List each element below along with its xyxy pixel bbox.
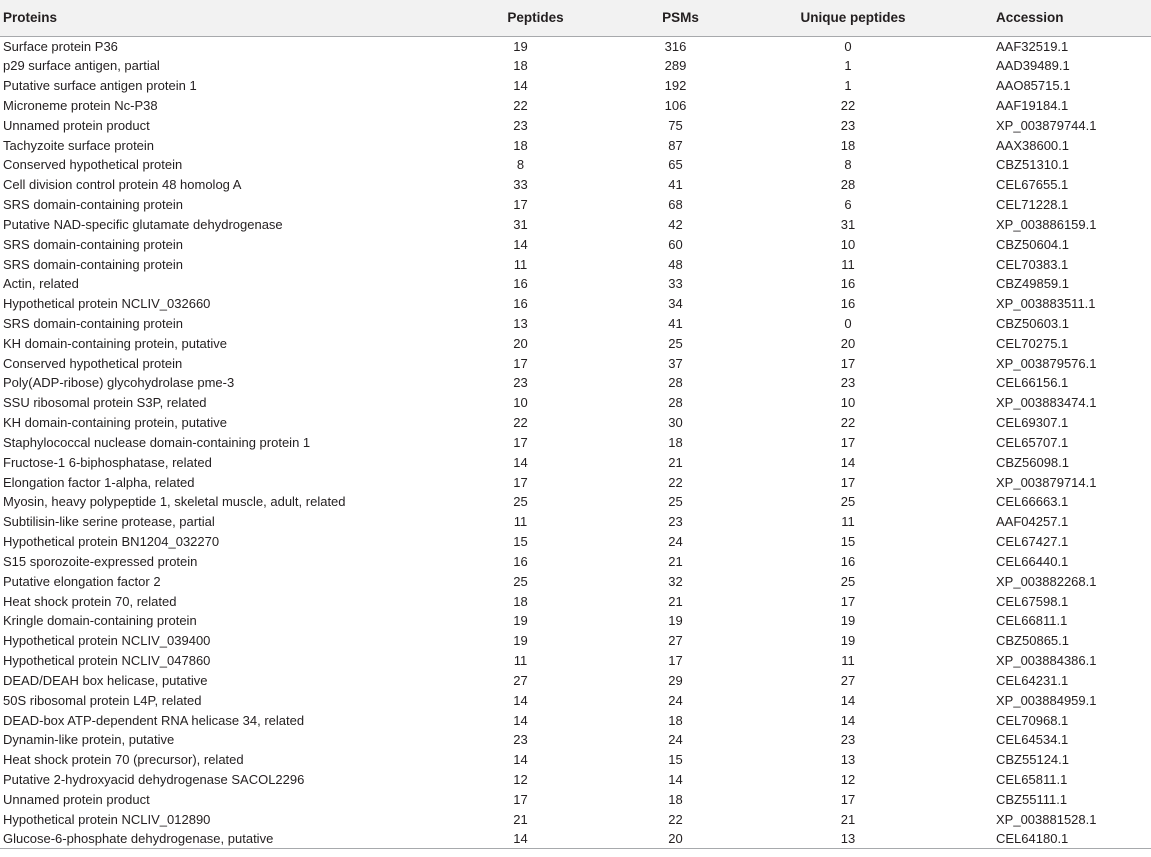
cell-psms: 42	[668, 216, 683, 232]
cell-accession: CEL64534.1	[996, 732, 1069, 748]
cell-accession: XP_003886159.1	[996, 216, 1097, 232]
cell-unique-peptides: 1	[844, 58, 852, 74]
cell-protein-name: Actin, related	[3, 276, 79, 292]
cell-unique-peptides: 19	[840, 613, 856, 629]
table-row	[0, 393, 1151, 413]
cell-peptides: 25	[513, 573, 528, 589]
table-row	[0, 274, 1151, 294]
cell-accession: CBZ50865.1	[996, 633, 1069, 649]
cell-unique-peptides: 21	[840, 811, 856, 827]
header-unique-peptides: Unique peptides	[743, 0, 953, 36]
cell-psms: 19	[668, 613, 683, 629]
cell-unique-peptides: 12	[840, 772, 856, 788]
cell-psms: 68	[668, 197, 683, 213]
table-row	[0, 234, 1151, 254]
cell-accession: AAF04257.1	[996, 514, 1069, 530]
cell-protein-name: Putative elongation factor 2	[3, 573, 161, 589]
cell-accession: XP_003884386.1	[996, 653, 1097, 669]
cell-protein-name: DEAD-box ATP-dependent RNA helicase 34, related	[3, 712, 305, 728]
header-accession: Accession	[953, 0, 1151, 36]
cell-peptides: 17	[513, 197, 528, 213]
cell-protein-name: Tachyzoite surface protein	[3, 137, 155, 153]
cell-psms: 28	[668, 375, 683, 391]
table-row	[0, 829, 1151, 849]
cell-unique-peptides: 27	[840, 672, 856, 688]
cell-psms: 24	[668, 534, 683, 550]
cell-peptides: 21	[513, 811, 528, 827]
cell-peptides: 22	[513, 415, 528, 431]
cell-peptides: 19	[513, 633, 528, 649]
cell-accession: CEL67655.1	[996, 177, 1069, 193]
cell-protein-name: Heat shock protein 70, related	[3, 593, 177, 609]
cell-psms: 21	[668, 454, 683, 470]
table-row	[0, 175, 1151, 195]
cell-accession: XP_003879714.1	[996, 474, 1097, 490]
table-row	[0, 631, 1151, 651]
table-row	[0, 76, 1151, 96]
cell-unique-peptides: 16	[840, 553, 856, 569]
table-row	[0, 36, 1151, 56]
cell-protein-name: SRS domain-containing protein	[3, 236, 183, 252]
cell-peptides: 18	[513, 137, 528, 153]
cell-peptides: 8	[516, 157, 525, 173]
cell-protein-name: Glucose-6-phosphate dehydrogenase, putative	[0, 829, 433, 849]
cell-accession: CEL65811.1	[996, 772, 1068, 788]
cell-peptides: 14	[513, 692, 528, 708]
cell-psms: 17	[668, 653, 683, 669]
cell-psms: 22	[668, 811, 683, 827]
cell-protein-name: Kringle domain-containing protein	[3, 613, 197, 629]
cell-psms: 20	[608, 829, 743, 849]
cell-peptides: 11	[513, 514, 528, 530]
cell-accession: CEL70383.1	[996, 256, 1069, 272]
cell-unique-peptides: 11	[841, 256, 855, 272]
cell-accession: XP_003879576.1	[996, 355, 1097, 371]
table-row	[0, 214, 1151, 234]
cell-accession: AAX38600.1	[996, 137, 1070, 153]
cell-unique-peptides: 6	[844, 197, 852, 213]
cell-peptides: 10	[513, 395, 528, 411]
cell-peptides: 25	[513, 494, 528, 510]
cell-unique-peptides: 31	[840, 216, 856, 232]
cell-peptides: 14	[513, 712, 528, 728]
table-row	[0, 373, 1151, 393]
cell-peptides: 13	[513, 316, 528, 331]
cell-psms: 27	[668, 633, 683, 649]
cell-protein-name: Unnamed protein product	[3, 117, 150, 133]
cell-accession: XP_003879744.1	[996, 117, 1097, 133]
header-peptides: Peptides	[433, 0, 608, 36]
cell-protein-name: Surface protein P36	[3, 38, 118, 54]
cell-psms: 18	[668, 434, 683, 450]
cell-unique-peptides: 11	[841, 653, 855, 669]
cell-psms: 30	[668, 415, 683, 431]
cell-psms: 34	[668, 296, 683, 312]
cell-accession: AAO85715.1	[996, 78, 1071, 94]
cell-protein-name: Myosin, heavy polypeptide 1, skeletal muscle, adult, related	[3, 494, 346, 510]
cell-peptides: 18	[513, 593, 528, 609]
cell-protein-name: Poly(ADP-ribose) glycohydrolase pme-3	[3, 375, 235, 391]
cell-peptides: 27	[513, 672, 528, 688]
cell-unique-peptides: 19	[840, 633, 856, 649]
cell-unique-peptides: 1	[844, 78, 852, 94]
cell-psms: 15	[668, 752, 683, 768]
cell-psms: 25	[668, 335, 683, 351]
table-row	[0, 472, 1151, 492]
cell-psms: 60	[668, 236, 683, 252]
cell-accession: CEL71228.1	[996, 197, 1069, 213]
table-row	[0, 492, 1151, 512]
cell-unique-peptides: 17	[840, 434, 856, 450]
cell-unique-peptides: 11	[841, 514, 855, 530]
cell-peptides: 17	[513, 434, 528, 450]
cell-accession: CBZ55111.1	[996, 791, 1068, 807]
cell-protein-name: Hypothetical protein NCLIV_039400	[3, 633, 211, 649]
cell-peptides: 33	[513, 177, 528, 193]
table-row	[0, 512, 1151, 532]
cell-accession: CEL64231.1	[996, 672, 1069, 688]
cell-unique-peptides: 0	[844, 38, 852, 54]
cell-accession: CEL70275.1	[996, 335, 1069, 351]
cell-unique-peptides: 17	[840, 593, 856, 609]
cell-accession: CEL69307.1	[996, 415, 1069, 431]
cell-psms: 24	[668, 692, 683, 708]
cell-accession: CBZ50603.1	[996, 316, 1069, 331]
cell-psms: 37	[668, 355, 683, 371]
cell-unique-peptides: 14	[840, 454, 856, 470]
cell-peptides: 16	[513, 276, 528, 292]
cell-peptides: 31	[513, 216, 528, 232]
cell-protein-name: KH domain-containing protein, putative	[3, 335, 228, 351]
cell-unique-peptides: 8	[844, 157, 852, 173]
cell-unique-peptides: 17	[840, 474, 856, 490]
cell-protein-name: Subtilisin-like serine protease, partial	[3, 514, 215, 530]
cell-peptides: 19	[513, 38, 528, 54]
cell-unique-peptides: 16	[840, 296, 856, 312]
cell-unique-peptides: 20	[840, 335, 856, 351]
cell-unique-peptides: 23	[840, 375, 856, 391]
cell-protein-name: Hypothetical protein NCLIV_032660	[3, 296, 211, 312]
table-row	[0, 591, 1151, 611]
cell-protein-name: Conserved hypothetical protein	[3, 157, 183, 173]
cell-peptides: 16	[513, 553, 528, 569]
table-row	[0, 452, 1151, 472]
cell-peptides: 16	[513, 296, 528, 312]
cell-unique-peptides: 18	[840, 137, 856, 153]
cell-protein-name: Putative NAD-specific glutamate dehydrogenase	[3, 216, 283, 232]
table-row	[0, 809, 1151, 829]
cell-accession: CEL70968.1	[996, 712, 1069, 728]
table-row	[0, 433, 1151, 453]
cell-psms: 316	[664, 38, 687, 54]
cell-unique-peptides: 22	[840, 97, 856, 113]
cell-unique-peptides: 23	[840, 117, 856, 133]
cell-peptides: 14	[433, 829, 608, 849]
table-row	[0, 770, 1151, 790]
cell-unique-peptides: 0	[844, 316, 852, 331]
table-header	[0, 0, 1151, 36]
cell-accession: CEL66156.1	[996, 375, 1069, 391]
cell-accession: AAF32519.1	[996, 38, 1069, 54]
table-row	[0, 690, 1151, 710]
cell-accession: CEL66440.1	[996, 553, 1069, 569]
cell-unique-peptides: 10	[840, 236, 856, 252]
cell-psms: 22	[668, 474, 683, 490]
table-row	[0, 611, 1151, 631]
cell-protein-name: Microneme protein Nc-P38	[3, 97, 158, 113]
cell-unique-peptides: 16	[840, 276, 856, 292]
cell-psms: 87	[668, 137, 683, 153]
cell-psms: 29	[668, 672, 683, 688]
cell-peptides: 14	[513, 454, 528, 470]
cell-accession: XP_003882268.1	[996, 573, 1097, 589]
table-row	[0, 413, 1151, 433]
cell-peptides: 23	[513, 375, 528, 391]
cell-unique-peptides: 15	[840, 534, 856, 550]
cell-protein-name: Elongation factor 1-alpha, related	[3, 474, 195, 490]
cell-protein-name: SRS domain-containing protein	[3, 316, 183, 331]
table-row	[0, 671, 1151, 691]
table-row	[0, 254, 1151, 274]
cell-protein-name: Dynamin-like protein, putative	[3, 732, 175, 748]
table-row	[0, 789, 1151, 809]
cell-psms: 25	[668, 494, 683, 510]
table-row	[0, 750, 1151, 770]
cell-peptides: 15	[513, 534, 528, 550]
cell-accession: AAD39489.1	[996, 58, 1070, 74]
cell-accession: XP_003883511.1	[996, 296, 1096, 312]
cell-unique-peptides: 10	[840, 395, 856, 411]
cell-unique-peptides: 13	[743, 829, 953, 849]
cell-accession: AAF19184.1	[996, 97, 1069, 113]
header-psms: PSMs	[608, 0, 743, 36]
cell-protein-name: Cell division control protein 48 homolog A	[3, 177, 242, 193]
cell-psms: 14	[668, 772, 683, 788]
cell-psms: 41	[668, 316, 683, 331]
cell-psms: 33	[668, 276, 683, 292]
cell-accession: CEL67427.1	[996, 534, 1069, 550]
header-proteins: Proteins	[0, 0, 433, 36]
cell-protein-name: DEAD/DEAH box helicase, putative	[3, 672, 208, 688]
cell-protein-name: Putative surface antigen protein 1	[3, 78, 197, 94]
cell-protein-name: Staphylococcal nuclease domain-containing protein 1	[3, 434, 311, 450]
cell-psms: 21	[668, 553, 683, 569]
cell-accession: XP_003884959.1	[996, 692, 1097, 708]
cell-accession: CEL66663.1	[996, 494, 1069, 510]
table-row	[0, 353, 1151, 373]
table-row	[0, 552, 1151, 572]
cell-psms: 18	[668, 791, 683, 807]
cell-peptides: 14	[513, 236, 528, 252]
cell-protein-name: SRS domain-containing protein	[3, 197, 183, 213]
cell-peptides: 17	[513, 474, 528, 490]
cell-protein-name: Conserved hypothetical protein	[3, 355, 183, 371]
cell-psms: 289	[664, 58, 687, 74]
cell-peptides: 22	[513, 97, 528, 113]
cell-psms: 32	[668, 573, 683, 589]
cell-unique-peptides: 17	[840, 355, 856, 371]
cell-protein-name: KH domain-containing protein, putative	[3, 415, 228, 431]
table-row	[0, 115, 1151, 135]
cell-protein-name: SRS domain-containing protein	[3, 256, 183, 272]
cell-protein-name: Heat shock protein 70 (precursor), related	[3, 752, 244, 768]
cell-unique-peptides: 14	[840, 692, 856, 708]
cell-unique-peptides: 23	[840, 732, 856, 748]
cell-psms: 192	[664, 78, 687, 94]
cell-accession: CBZ56098.1	[996, 454, 1069, 470]
table-row	[0, 710, 1151, 730]
cell-peptides: 17	[513, 791, 528, 807]
cell-unique-peptides: 28	[840, 177, 856, 193]
cell-psms: 41	[668, 177, 683, 193]
table-row	[0, 195, 1151, 215]
cell-accession: CBZ49859.1	[996, 276, 1069, 292]
cell-accession: CEL67598.1	[996, 593, 1069, 609]
cell-unique-peptides: 22	[840, 415, 856, 431]
cell-unique-peptides: 25	[840, 494, 856, 510]
cell-peptides: 23	[513, 732, 528, 748]
cell-peptides: 14	[513, 752, 528, 768]
table-row	[0, 155, 1151, 175]
cell-psms: 21	[668, 593, 683, 609]
cell-protein-name: S15 sporozoite-expressed protein	[3, 553, 198, 569]
cell-peptides: 11	[513, 653, 528, 669]
cell-accession: CBZ51310.1	[996, 157, 1069, 173]
cell-peptides: 11	[513, 256, 528, 272]
cell-peptides: 12	[513, 772, 528, 788]
cell-peptides: 17	[513, 355, 528, 371]
cell-psms: 65	[668, 157, 683, 173]
table-row	[0, 135, 1151, 155]
cell-peptides: 20	[513, 335, 528, 351]
cell-unique-peptides: 25	[840, 573, 856, 589]
cell-accession: XP_003881528.1	[996, 811, 1097, 827]
table-row	[0, 730, 1151, 750]
cell-protein-name: Hypothetical protein NCLIV_047860	[3, 653, 211, 669]
cell-accession: CEL66811.1	[996, 613, 1068, 629]
cell-psms: 75	[668, 117, 683, 133]
cell-unique-peptides: 17	[840, 791, 856, 807]
table-row	[0, 95, 1151, 115]
cell-protein-name: Putative 2-hydroxyacid dehydrogenase SACOL2296	[3, 772, 305, 788]
cell-peptides: 23	[513, 117, 528, 133]
cell-accession: XP_003883474.1	[996, 395, 1097, 411]
cell-psms: 48	[668, 256, 683, 272]
cell-peptides: 14	[513, 78, 528, 94]
table-row	[0, 314, 1151, 334]
table-body	[0, 36, 1151, 849]
header-row	[0, 0, 1151, 36]
cell-accession: CEL64180.1	[953, 829, 1151, 849]
cell-accession: CBZ50604.1	[996, 236, 1069, 252]
cell-accession: CEL65707.1	[996, 434, 1069, 450]
cell-peptides: 18	[513, 58, 528, 74]
table-row	[0, 651, 1151, 671]
table-row	[0, 571, 1151, 591]
cell-protein-name: Hypothetical protein BN1204_032270	[3, 534, 220, 550]
cell-protein-name: Hypothetical protein NCLIV_012890	[3, 811, 211, 827]
cell-protein-name: Fructose-1 6-biphosphatase, related	[3, 454, 212, 470]
cell-psms: 24	[668, 732, 683, 748]
cell-protein-name: 50S ribosomal protein L4P, related	[3, 692, 202, 708]
cell-protein-name: SSU ribosomal protein S3P, related	[3, 395, 207, 411]
table-row	[0, 56, 1151, 76]
cell-unique-peptides: 14	[840, 712, 856, 728]
table-row	[0, 294, 1151, 314]
table-row	[0, 532, 1151, 552]
cell-psms: 28	[668, 395, 683, 411]
cell-psms: 18	[668, 712, 683, 728]
cell-psms: 23	[668, 514, 683, 530]
cell-unique-peptides: 13	[840, 752, 856, 768]
cell-protein-name: p29 surface antigen, partial	[3, 58, 160, 74]
table-row	[0, 333, 1151, 353]
cell-protein-name: Unnamed protein product	[3, 791, 150, 807]
cell-psms: 106	[664, 97, 687, 113]
cell-peptides: 19	[513, 613, 528, 629]
cell-accession: CBZ55124.1	[996, 752, 1069, 768]
